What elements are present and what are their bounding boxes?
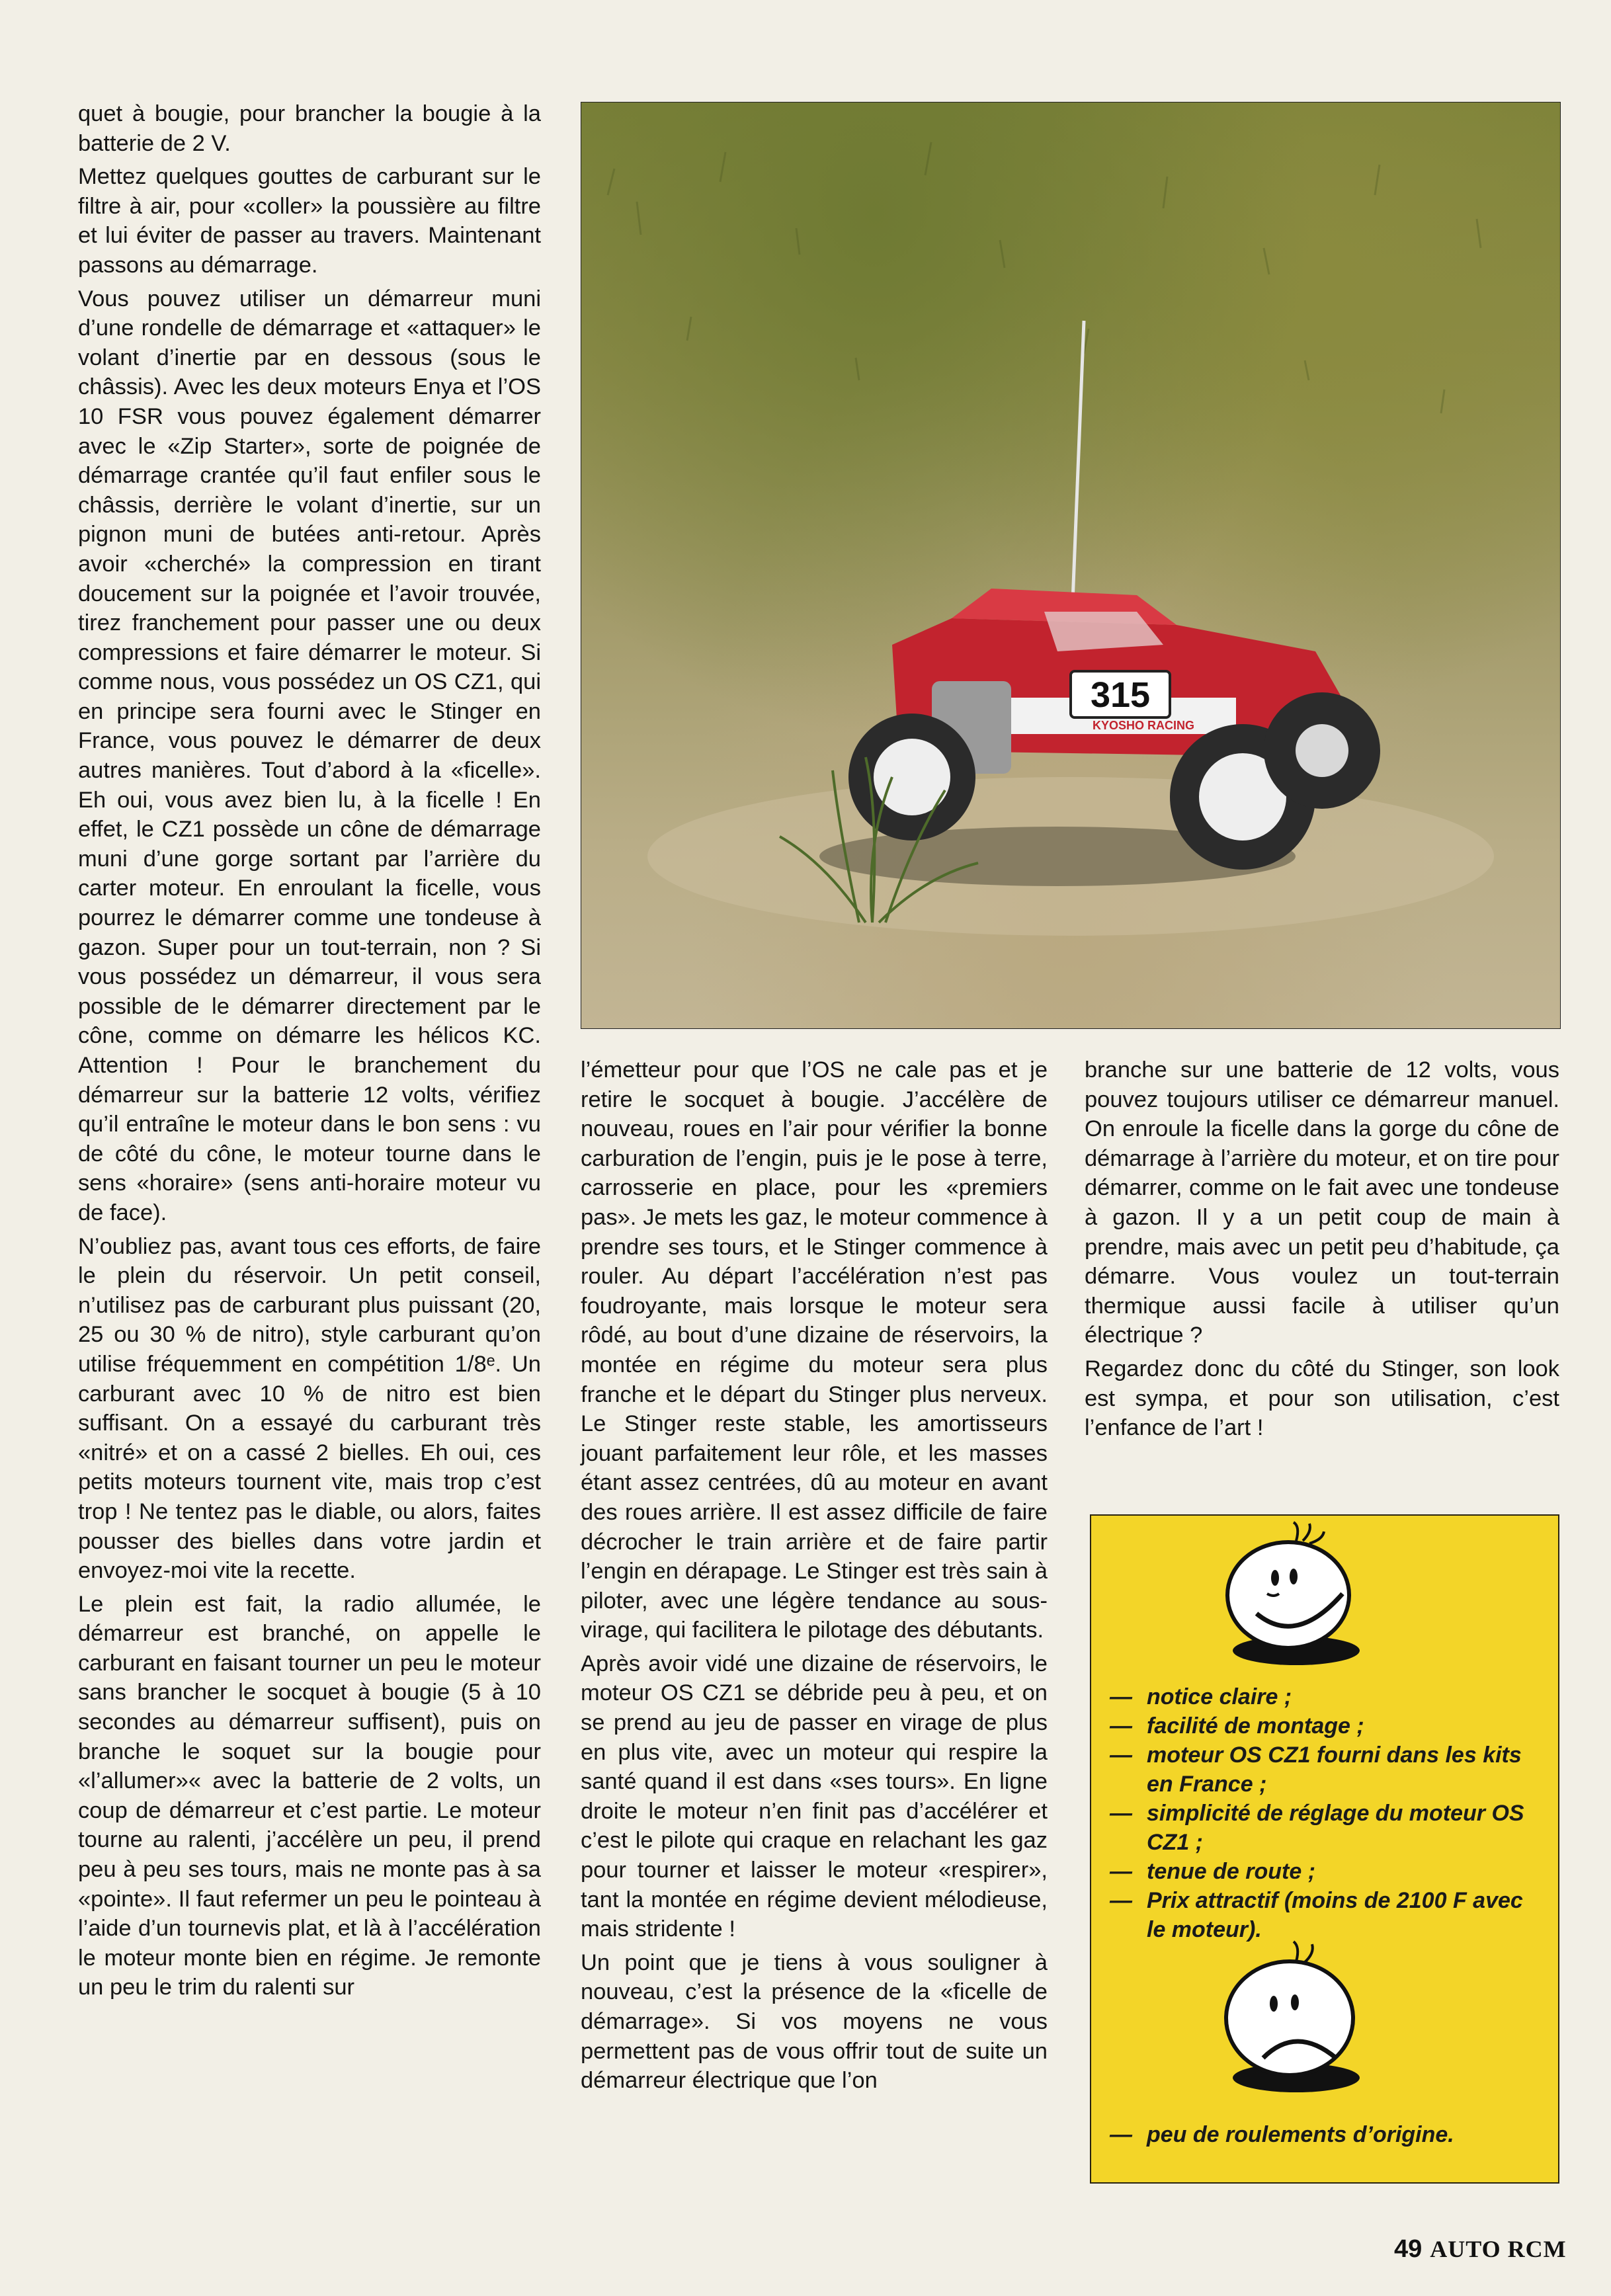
- article-column-left: [78, 99, 541, 2002]
- paragraph: quet à bougie, pour brancher la bougie à la batterie de 2 V.: [78, 101, 541, 156]
- list-item: — simplicité de réglage du moteur OS CZ1 ;: [1110, 1799, 1546, 1857]
- paragraph: Vous pouvez utiliser un démarreur muni d’une rondelle de démarrage et «attaquer» le volant d’inertie par en dessous (sous le châssis). Avec les deux moteurs Enya et l’OS 10 FSR vous pouvez également démarrer avec le «Zip Starter», sorte de poignée de démarrage crantée qu’il faut enfiler sous le châssis, derrière le volant d’inertie, sur un pignon muni de butées anti-retour. Après avoir «cherché» la compression en tirant doucement sur la poignée et l’avoir trouvée, tirez franchement pour passer une ou deux compressions et faire démarrer le moteur. Si comme nous, vous possédez un OS CZ1, qui en principe sera fourni avec le Stinger en France, vous pouvez le démarrer de deux autres manières. Tout d’abord à la «ficelle». Eh oui, vous avez bien lu, à la ficelle ! En effet, le CZ1 possède un cône de démarrage muni d’une gorge sortant par l’arrière du carter moteur. En enroulant la ficelle, vous pourrez le démarrer comme une tondeuse à gazon. Super pour un tout-terrain, non ? Si vous possédez un démarreur, il vous sera possible de le démarrer directement par le cône, comme on démarre les hélicos KC. Attention ! Pour le branchement du démarreur sur la batterie 12 volts, vérifiez qu’il entraîne le moteur dans le bon sens : vu de côté du cône, le moteur tourne dans le sens «horaire» (sens anti-horaire moteur vu de face).: [78, 286, 541, 1225]
- page-footer: [1394, 2235, 1567, 2264]
- photo-illustration: [581, 102, 1560, 1028]
- happy-smiley-icon: [1217, 1521, 1389, 1673]
- page-number: 49: [1394, 2235, 1423, 2263]
- paragraph: Regardez donc du côté du Stinger, son look est sympa, et pour son utilisation, c’est l’enfance de l’art !: [1085, 1356, 1559, 1441]
- paragraph: N’oubliez pas, avant tous ces efforts, de faire le plein du réservoir. Un petit conseil, n’utilisez pas de carburant plus puissant (20, 25 ou 30 % de nitro), style carburant qu’on utilise fréquemment en compétition 1/8ᵉ. Un carburant avec 10 % de nitro est bien suffisant. On a essayé du carburant très «nitré» et on a cassé 2 bielles. Eh oui, ces petits moteurs tournent vite, mais trop c’est trop ! Ne tentez pas le diable, ou alors, faites pousser des bielles dans votre jardin et envoyez-moi vite la recette.: [78, 1233, 541, 1584]
- dash: —: [1110, 1713, 1132, 1739]
- article-column-middle: [581, 1055, 1048, 2096]
- list-item: — tenue de route ;: [1110, 1857, 1546, 1886]
- sad-smiley-icon: [1217, 1932, 1389, 2098]
- dash: —: [1110, 1888, 1132, 1913]
- list-item: — Prix attractif (moins de 2100 F avec le moteur).: [1110, 1886, 1546, 1944]
- paragraph: branche sur une batterie de 12 volts, vous pouvez toujours utiliser ce démarreur manuel. On enroule la ficelle dans la gorge du cône de démarrage à l’arrière du moteur, et on tire pour démarrer, comme on le fait avec une tondeuse à gazon. Il y a un petit coup de main à prendre, mais avec un petit peu d’habitude, ça démarre. Vous voulez un tout-terrain thermique aussi facile à utiliser qu’un électrique ?: [1085, 1057, 1559, 1348]
- paragraph: l’émetteur pour que l’OS ne cale pas et je retire le socquet à bougie. J’accélère de nouveau, roues en l’air pour vérifier la bonne carburation de l’engin, puis je le pose à terre, carrosserie en place, pour les «premiers pas». Je mets les gaz, le moteur commence à prendre ses tours, et le Stinger commence à rouler. Au départ l’accélération n’est pas foudroyante, mais lorsque le moteur sera rôdé, au bout d’une dizaine de réservoirs, la montée en régime du moteur sera plus franche et le départ du Stinger plus nerveux. Le Stinger reste stable, les amortisseurs jouant parfaitement leur rôle, et les masses étant assez centrées, dû au moteur en avant des roues arrière. Il est assez difficile de faire décrocher le train arrière et de faire partir l’engin en dérapage. Le Stinger est très sain à piloter, avec une légère tendance au sous-virage, qui facilitera le pilotage des débutants.: [581, 1057, 1048, 1643]
- paragraph: Après avoir vidé une dizaine de réservoirs, le moteur OS CZ1 se débride peu à peu, et on se prend au jeu de passer en virage de plus en plus vite, avec un moteur qui respire la santé quand il est dans «ses tours». En ligne droite le moteur n’en finit pas d’accélérer et c’est le pilote qui craque en relachant les gaz pour tourner et laisser le moteur «respirer», tant la montée en régime devient mélodieuse, mais stridente !: [581, 1651, 1048, 1942]
- dash: —: [1110, 1684, 1132, 1709]
- car-body-label: KYOSHO RACING: [1092, 719, 1195, 732]
- list-item: — moteur OS CZ1 fourni dans les kits en France ;: [1110, 1741, 1546, 1799]
- dash: —: [1110, 1742, 1132, 1768]
- rc-buggy-photo: [581, 102, 1561, 1029]
- list-item: — facilité de montage ;: [1110, 1711, 1546, 1741]
- paragraph: Un point que je tiens à vous souligner à nouveau, c’est la présence de la «ficelle de démarrage». Si vos moyens ne vous permettent pas de vous offrir tout de suite un démarreur électrique que l’on: [581, 1949, 1048, 2094]
- dash: —: [1110, 2122, 1132, 2147]
- dash: —: [1110, 1801, 1132, 1826]
- dash: —: [1110, 1859, 1132, 1884]
- article-column-right: [1085, 1055, 1559, 1443]
- paragraph: Mettez quelques gouttes de carburant sur le filtre à air, pour «coller» la poussière au filtre et lui éviter de passer au travers. Maintenant passons au démarrage.: [78, 164, 541, 278]
- cons-item: — peu de roulements d’origine.: [1110, 2120, 1546, 2149]
- pros-list: [1110, 1682, 1546, 1944]
- list-item: — notice claire ;: [1110, 1682, 1546, 1711]
- magazine-name: AUTO RCM: [1430, 2236, 1567, 2262]
- verdict-box: [1090, 1514, 1559, 2184]
- paragraph: Le plein est fait, la radio allumée, le démarreur est branché, on appelle le carburant en faisant tourner un peu le moteur sans brancher le socquet à bougie (5 à 10 secondes au démarreur suffisent), puis on branche le soquet sur la bougie pour «l’allumer»« avec la batterie de 2 volts, un coup de démarreur et c’est partie. Le moteur tourne au ralenti, j’accélère un peu, il prend peu à peu ses tours, mais ne monte pas à sa «pointe». Il faut refermer un peu le pointeau à l’aide d’un tournevis plat, et là à l’accélération le moteur monte bien en régime. Je remonte un peu le trim du ralenti sur: [78, 1591, 541, 2000]
- car-number-label: 315: [1090, 675, 1151, 715]
